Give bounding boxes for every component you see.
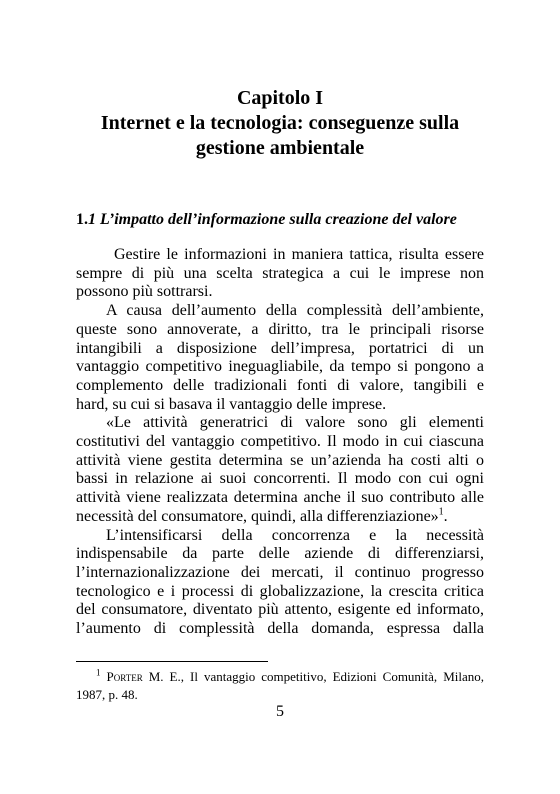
body-line: L’intensificarsi della concorrenza e la necessità [106,526,484,544]
chapter-title-line-2: gestione ambientale [195,137,365,159]
section-number-prefix: 1. [76,211,88,228]
section-number-suffix: 1 [88,211,96,228]
body-line: tecnologico e i processi di globalizzazione, la crescita critica [76,582,484,600]
body-line: hard, su cui si basava il vantaggio delle imprese. [76,395,387,413]
footnote-reference[interactable]: 1 [438,506,444,518]
body-line: Gestire le informazioni in maniera tattica, risulta essere [114,246,484,263]
body-line: bassi in relazione ai suoi concorrenti. Il modo con cui ogni [76,470,484,488]
chapter-title-line-1: Internet e la tecnologia: conseguenze sulla [100,112,460,134]
body-line: complemento delle tradizionali fonti di valore, tangibili e [76,376,484,394]
section-title-text: L’impatto dell’informazione sulla creazione del valore [96,211,457,228]
body-line: vantaggio competitivo ineguagliabile, da tempo si pongono a [76,358,484,376]
chapter-heading [60,86,500,161]
body-line: l’aumento di complessità della domanda, espressa dalla [76,620,484,638]
body-line: del consumatore, diventato più attento, esigente ed informato, [76,601,484,619]
body-line: possono più sottrarsi. [76,283,213,301]
body-line: indispensabile da parte delle aziende di differenziarsi, [76,545,484,563]
body-line: sempre di più una scelta strategica a cui le imprese non [76,264,484,282]
footnote-line-1 [76,668,484,686]
footnote-marker: 1 [96,667,101,678]
body-text [76,246,484,639]
footnote-line-2: 1987, p. 48. [76,687,138,702]
body-line: A causa dell’aumento della complessità dell’ambiente, [106,302,484,320]
body-line: queste sono annoverate, a diritto, tra le principali risorse [76,320,484,338]
chapter-number: Capitolo I [236,87,324,109]
body-line-with-footnote: necessità del consumatore, quindi, alla differenziazione»$^1$. [76,506,448,525]
body-line: attività viene realizzata determina anche il suo contributo alle [76,489,484,507]
body-line: costitutivi del vantaggio competitivo. Il modo in cui ciascuna [76,433,484,451]
footnote-author: Porter [106,669,143,684]
body-line: l’internazionalizzazione dei mercati, il continuo progresso [76,563,484,581]
page-number: 5 [276,703,284,720]
body-line: attività viene gestita determina se un’azienda ha costi alti o [76,451,484,469]
footnote-text: M. E., Il vantaggio competitivo, Edizioni Comunità, Milano, [142,669,484,684]
footnote [76,668,484,704]
body-line-text: necessità del consumatore, quindi, alla differenziazione» [76,507,439,525]
footnote-divider [76,661,268,662]
body-line: intangibili a disposizione dell’impresa, portatrici di un [76,339,484,357]
section-title [76,211,457,229]
body-line: «Le attività generatrici di valore sono gli elementi [106,414,484,432]
